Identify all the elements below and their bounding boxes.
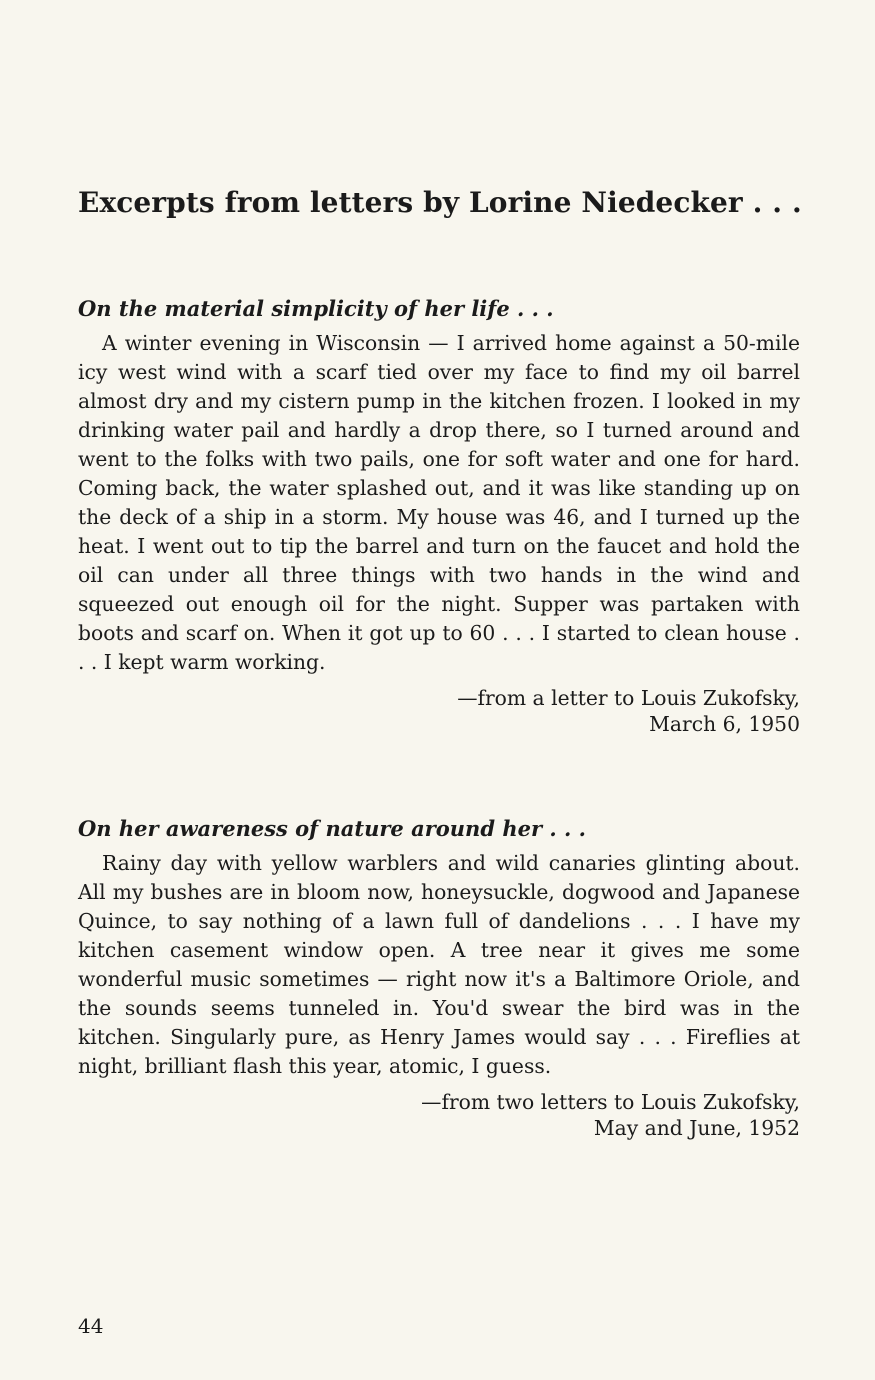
attribution-date: March 6, 1950 bbox=[649, 712, 800, 736]
section-title: On her awareness of nature around her . . . bbox=[78, 816, 586, 841]
section-body: A winter evening in Wisconsin — I arrived home against a 50-mile icy west wind with a scarf tied over my face to find my oil barrel almost dry and my cistern pump in the kitchen frozen. I looked in my drinking water pail and hardly a drop there, so I turned around and went to the folks with two pails, one for soft water and one for hard. Coming back, the water splashed out, and it was like standing up on the deck of a ship in a storm. My house was 46, and I turned up the heat. I went out to tip the barrel and turn on the faucet and hold the oil can under all three things with two hands in the wind and squeezed out enough oil for the night. Supper was partaken with boots and scarf on. When it got up to 60 . . . I started to clean house . . . I kept warm working. bbox=[78, 331, 800, 674]
page-number: 44 bbox=[78, 1314, 104, 1338]
section-attribution bbox=[78, 685, 800, 737]
section-attribution bbox=[78, 1089, 800, 1141]
document-page bbox=[78, 0, 800, 1380]
attribution-date: May and June, 1952 bbox=[593, 1116, 800, 1140]
page-heading: Excerpts from letters by Lorine Niedecker . . . bbox=[78, 186, 802, 219]
attribution-source: —from two letters to Louis Zukofsky, bbox=[421, 1090, 800, 1114]
section-material-simplicity bbox=[78, 296, 800, 737]
section-awareness-of-nature bbox=[78, 816, 800, 1141]
section-body: Rainy day with yellow warblers and wild canaries glinting about. All my bushes are in bloom now, honeysuckle, dogwood and Japanese Quince, to say nothing of a lawn full of dandelions . . . I have my kitchen casement window open. A tree near it gives me some wonderful music sometimes — right now it's a Baltimore Oriole, and the sounds seems tunneled in. You'd swear the bird was in the kitchen. Singularly pure, as Henry James would say . . . Fireflies at night, brilliant flash this year, atomic, I guess. bbox=[78, 851, 800, 1078]
section-title: On the material simplicity of her life . . . bbox=[78, 296, 554, 321]
attribution-source: —from a letter to Louis Zukofsky, bbox=[457, 686, 800, 710]
